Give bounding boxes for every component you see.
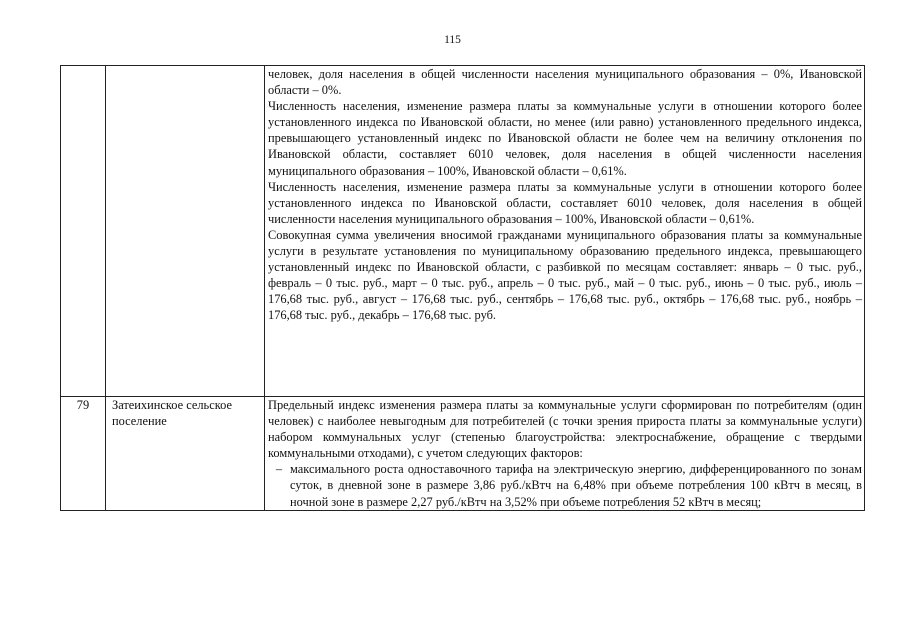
table-row [61,397,865,511]
description-cell [265,397,865,511]
description-cell [265,66,865,397]
page-number: 115 [444,34,461,46]
data-table [60,65,865,511]
municipality-cell: Затеихинское сельское поселение [106,397,265,511]
paragraph: Численность населения, изменение размера платы за коммунальные услуги в отношении которого более установленного индекса по Ивановской области, составляет 6010 человек, доля населения в общей численности населения муниципального образования – 100%, Ивановской области – 0,61%. [268,179,862,226]
municipality-cell [106,66,265,397]
dash-marker: – [275,462,283,477]
list-item-text: максимального роста одноставочного тарифа на электрическую энергию, дифференцированного по зонам суток, в дневной зоне в размере 3,86 руб./кВтч на 6,48% при объеме потребления 100 кВтч в месяц, в ночной зоне в размере 2,27 руб./кВтч на 3,52% при объеме потребления 52 кВтч в месяц; [290,462,862,509]
row-number-cell [61,66,106,397]
paragraph: Предельный индекс изменения размера платы за коммунальные услуги сформирован по потребителям (один человек) с наиболее невыгодным для потребителей (с точки зрения прироста платы за коммунальные услуги) набором коммунальных услуг (степенью благоустройства: электроснабжение, обращение с твердыми коммунальными отходами), с учетом следующих факторов: [268,398,862,461]
paragraph: человек, доля населения в общей численности населения муниципального образования – 0%, Ивановской области – 0%. [268,67,862,98]
paragraph: Совокупная сумма увеличения вносимой гражданами муниципального образования платы за коммунальные услуги в результате установления по муниципальному образованию предельного индекса, превышающего установленный индекс по Ивановской области, с разбивкой по месяцам составляет: январь – 0 тыс. руб., февраль – 0 тыс. руб., март – 0 тыс. руб., апрель – 0 тыс. руб., май – 0 тыс. руб., июнь – 0 тыс. руб., июль – 176,68 тыс. руб., август – 176,68 тыс. руб., сентябрь – 176,68 тыс. руб., октябрь – 176,68 тыс. руб., ноябрь – 176,68 тыс. руб., декабрь – 176,68 тыс. руб. [268,227,862,323]
row-number-cell: 79 [61,397,106,511]
paragraph: Численность населения, изменение размера платы за коммунальные услуги в отношении которого более установленного индекса по Ивановской области, но менее (или равно) установленного предельного индекса, превышающего установленный индекс по Ивановской области не более чем на величину отклонения по Ивановской области, составляет 6010 человек, доля населения в общей численности населения муниципального образования – 100%, Ивановской области – 0,61%. [268,99,862,178]
table-row [61,66,865,397]
list-item [268,461,862,509]
